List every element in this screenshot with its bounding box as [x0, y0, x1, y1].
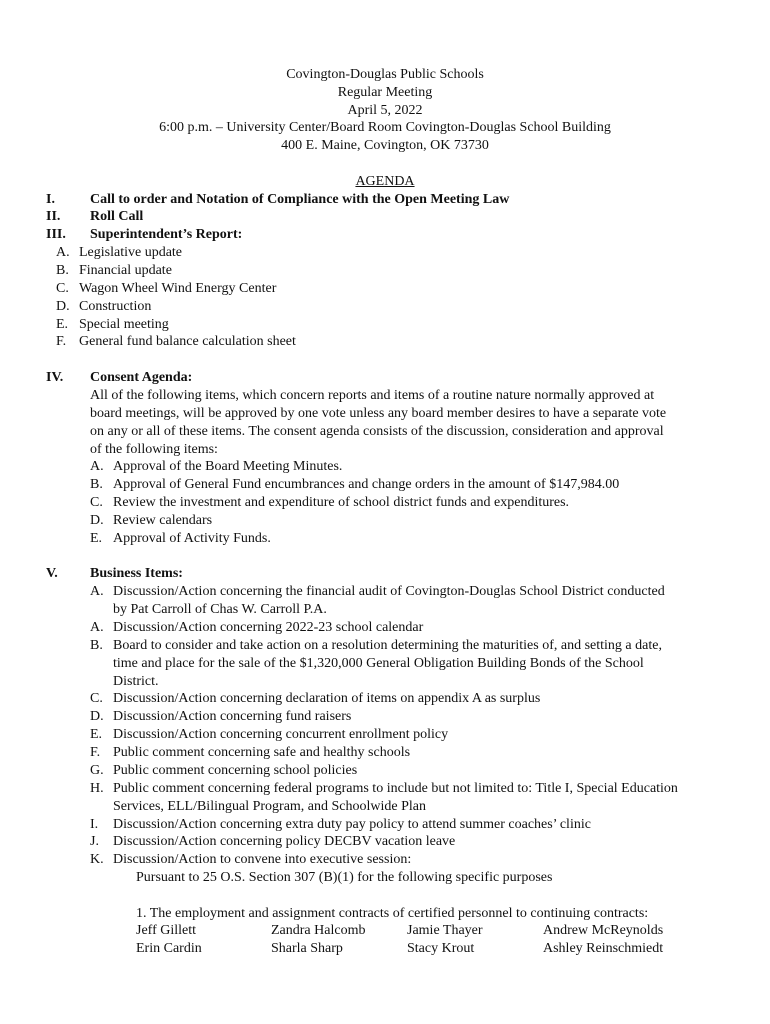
- document-header: [0, 66, 770, 155]
- list-item-text: Discussion/Action concerning the financial audit of Covington-Douglas School District conducted: [113, 584, 665, 599]
- list-item-letter: C.: [90, 495, 103, 510]
- list-item-letter: J.: [90, 834, 99, 849]
- list-item-letter: E.: [56, 317, 69, 332]
- personnel-name: Erin Cardin: [136, 941, 202, 956]
- list-item-text: Approval of the Board Meeting Minutes.: [113, 459, 343, 474]
- list-item-letter: D.: [90, 709, 104, 724]
- school-name: Covington-Douglas Public Schools: [286, 67, 484, 82]
- list-item-letter: E.: [90, 531, 103, 546]
- list-item-letter: K.: [90, 852, 104, 867]
- list-item-text: Financial update: [79, 263, 172, 278]
- list-item-letter: A.: [90, 620, 104, 635]
- list-item-letter: B.: [56, 263, 69, 278]
- list-item-letter: H.: [90, 781, 104, 796]
- list-item-text: Public comment concerning safe and healthy schools: [113, 745, 411, 760]
- personnel-name: Zandra Halcomb: [271, 923, 366, 938]
- list-item-letter: F.: [90, 745, 101, 760]
- list-item-text: Discussion/Action concerning policy DECBV vacation leave: [113, 834, 456, 849]
- list-item-letter: E.: [90, 727, 103, 742]
- list-item-letter: I.: [90, 817, 99, 832]
- list-item-text: Public comment concerning school policies: [113, 763, 358, 778]
- list-item-letter: A.: [56, 245, 70, 260]
- list-item-text: Special meeting: [79, 317, 169, 332]
- list-item-letter: D.: [56, 299, 70, 314]
- list-item-text: Public comment concerning federal programs to include but not limited to: Title I, Special Education: [113, 781, 678, 796]
- list-item-letter: C.: [90, 691, 103, 706]
- section-title: Consent Agenda:: [90, 370, 193, 385]
- paragraph-line: on any or all of these items. The consent agenda consists of the discussion, consideration and approval: [90, 424, 664, 439]
- list-item-text: Review calendars: [113, 513, 213, 528]
- section-numeral: V.: [46, 566, 58, 581]
- personnel-name: Sharla Sharp: [271, 941, 343, 956]
- list-item-letter: A.: [90, 584, 104, 599]
- section-title: Business Items:: [90, 566, 183, 581]
- meeting-type: Regular Meeting: [337, 84, 433, 100]
- section-title: Call to order and Notation of Compliance with the Open Meeting Law: [90, 192, 510, 207]
- section-numeral: IV.: [46, 370, 64, 385]
- list-item-text: Board to consider and take action on a resolution determining the maturities of, and setting a date,: [113, 638, 662, 653]
- personnel-name: Andrew McReynolds: [543, 923, 664, 938]
- list-item-text: Discussion/Action concerning extra duty pay policy to attend summer coaches’ clinic: [113, 817, 591, 832]
- list-item-text: Review the investment and expenditure of school district funds and expenditures.: [113, 495, 570, 510]
- list-item-text: Approval of Activity Funds.: [113, 531, 271, 546]
- list-item-text: District.: [113, 674, 159, 689]
- list-item-letter: B.: [90, 638, 103, 653]
- list-item-text: time and place for the sale of the $1,320,000 General Obligation Building Bonds of the School: [113, 656, 644, 671]
- personnel-name: Jeff Gillett: [136, 923, 197, 938]
- list-item-letter: G.: [90, 763, 104, 778]
- list-item-text: Discussion/Action concerning 2022-23 school calendar: [113, 620, 424, 635]
- agenda-title: AGENDA: [355, 174, 415, 189]
- list-item-text: Wagon Wheel Wind Energy Center: [79, 281, 277, 296]
- list-item-letter: C.: [56, 281, 69, 296]
- section-numeral: III.: [46, 227, 66, 242]
- list-item-text: Services, ELL/Bilingual Program, and Schoolwide Plan: [113, 799, 427, 814]
- list-item-text: Approval of General Fund encumbrances and change orders in the amount of $147,984.00: [113, 477, 620, 492]
- purpose-text: Pursuant to 25 O.S. Section 307 (B)(1) for the following specific purposes: [136, 870, 553, 885]
- item-text: 1. The employment and assignment contracts of certified personnel to continuing contracts:: [136, 906, 649, 921]
- personnel-name: Stacy Krout: [407, 941, 475, 956]
- list-item-letter: B.: [90, 477, 103, 492]
- personnel-name: Ashley Reinschmiedt: [543, 941, 664, 956]
- personnel-name: Jamie Thayer: [407, 923, 483, 938]
- list-item-letter: A.: [90, 459, 104, 474]
- paragraph-line: board meetings, will be approved by one vote unless any board member desires to have a separate vote: [90, 406, 667, 421]
- list-item-text: Discussion/Action concerning declaration of items on appendix A as surplus: [113, 691, 541, 706]
- list-item-text: Legislative update: [79, 245, 183, 260]
- section-numeral: II.: [46, 209, 61, 224]
- meeting-time-place: 6:00 p.m. – University Center/Board Room Covington-Douglas School Building: [159, 120, 611, 136]
- list-item-text: Construction: [79, 299, 152, 314]
- list-item-text: Discussion/Action concerning concurrent enrollment policy: [113, 727, 449, 742]
- paragraph-line: of the following items:: [90, 442, 218, 457]
- section-title: Roll Call: [90, 209, 144, 224]
- list-item-text: by Pat Carroll of Chas W. Carroll P.A.: [113, 602, 327, 617]
- section-title: Superintendent’s Report:: [90, 227, 243, 242]
- paragraph-line: All of the following items, which concern reports and items of a routine nature normally approved at: [90, 388, 655, 403]
- list-item-text: Discussion/Action concerning fund raisers: [113, 709, 352, 724]
- list-item-text: Discussion/Action to convene into executive session:: [113, 852, 412, 867]
- list-item-letter: F.: [56, 334, 67, 349]
- section-numeral: I.: [46, 192, 55, 207]
- meeting-address: 400 E. Maine, Covington, OK 73730: [281, 138, 489, 154]
- meeting-date: April 5, 2022: [347, 102, 423, 118]
- list-item-text: General fund balance calculation sheet: [79, 334, 296, 349]
- list-item-letter: D.: [90, 513, 104, 528]
